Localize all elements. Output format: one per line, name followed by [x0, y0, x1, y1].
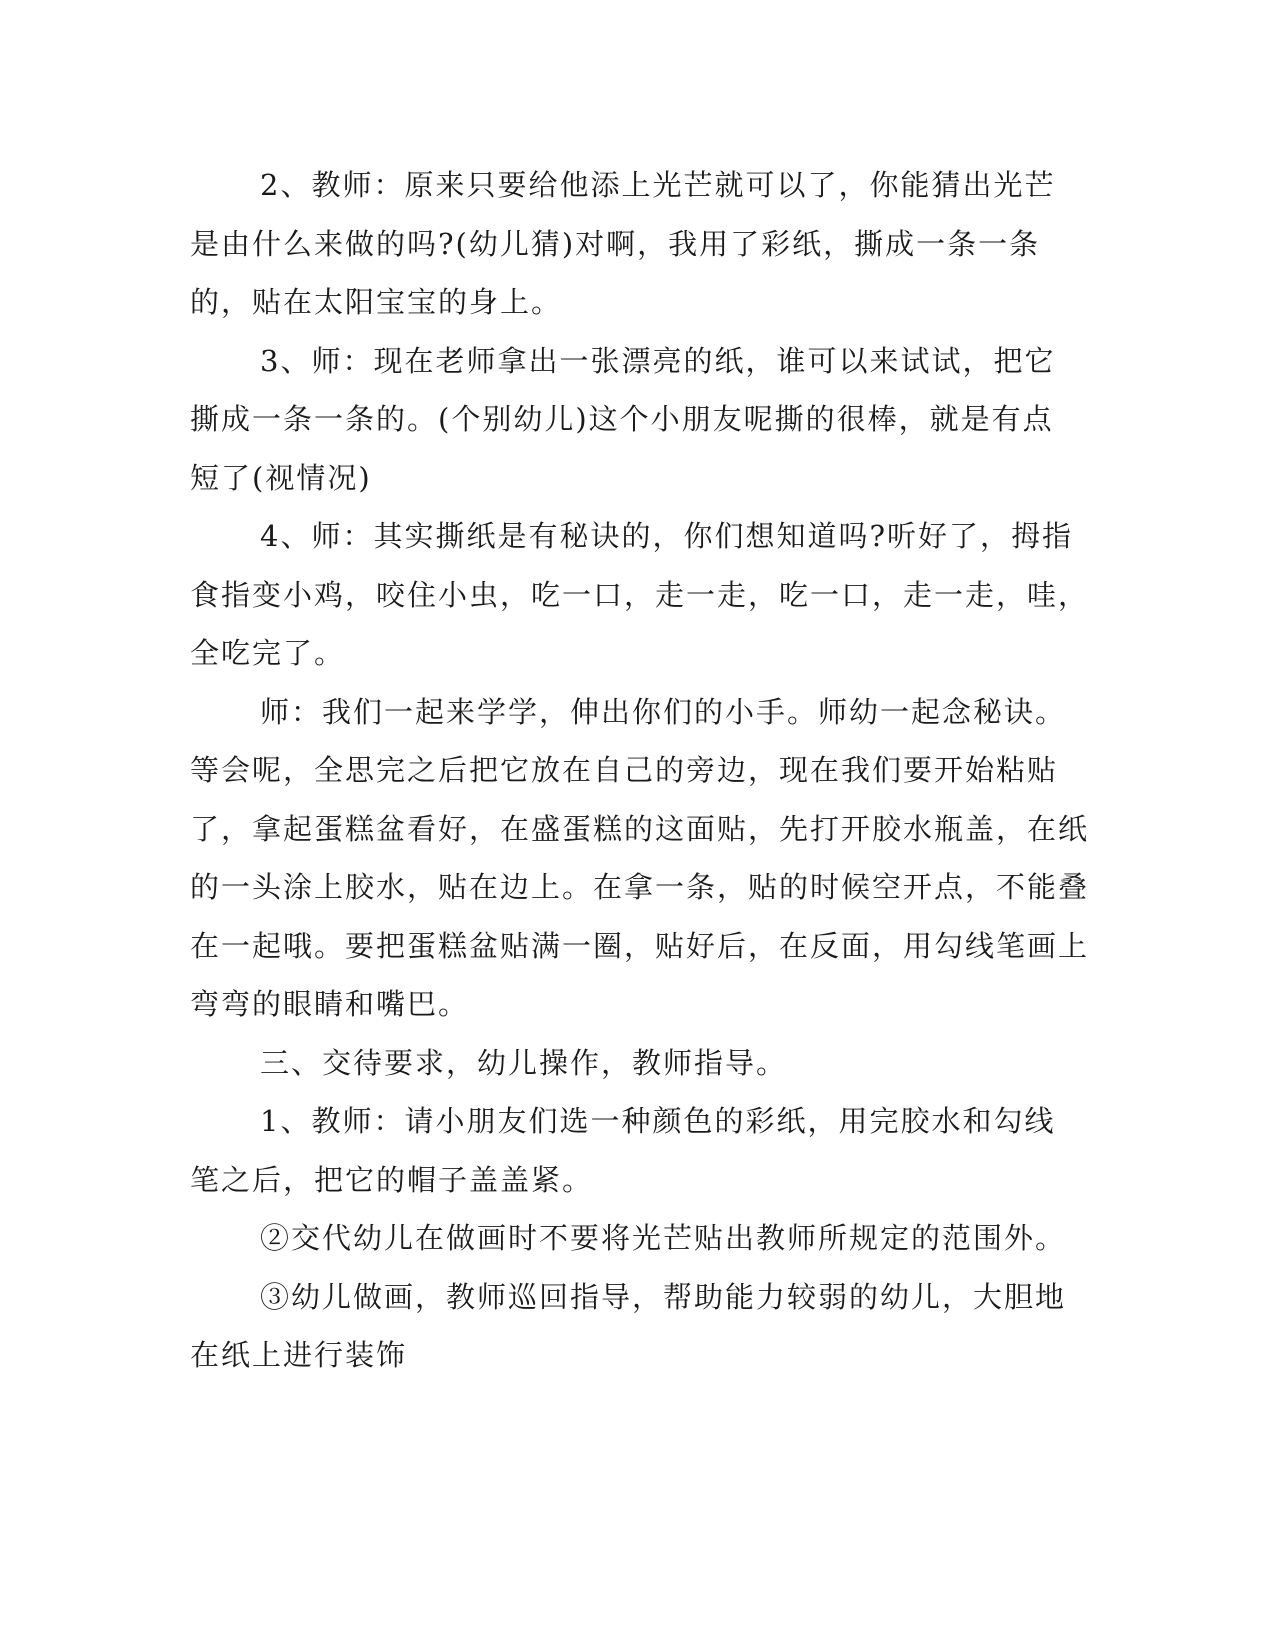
paragraph-requirement-3: ③幼儿做画，教师巡回指导，帮助能力较弱的幼儿，大胆地在纸上进行装饰	[190, 1279, 1067, 1372]
paragraph-step-2: 2、教师：原来只要给他添上光芒就可以了，你能猜出光芒是由什么来做的吗?(幼儿猜)对啊，我用了彩纸，撕成一条一条的，贴在太阳宝宝的身上。	[190, 168, 1056, 319]
document-body	[190, 156, 1090, 1385]
paragraph-requirement-1: 1、教师：请小朋友们选一种颜色的彩纸，用完胶水和勾线笔之后，把它的帽子盖盖紧。	[190, 1104, 1056, 1197]
paragraph-requirement-2: ②交代幼儿在做画时不要将光芒贴出教师所规定的范围外。	[260, 1221, 1067, 1255]
paragraph-step-4: 4、师：其实撕纸是有秘诀的，你们想知道吗?听好了，拇指食指变小鸡，咬住小虫，吃一口，走一走，吃一口，走一走，哇，全吃完了。	[190, 519, 1090, 670]
paragraph-teacher-instructions: 师：我们一起来学学，伸出你们的小手。师幼一起念秘诀。等会呢，全思完之后把它放在自己的旁边，现在我们要开始粘贴了，拿起蛋糕盆看好，在盛蛋糕的这面贴，先打开胶水瓶盖，在纸的一头涂上胶水，贴在边上。在拿一条，贴的时候空开点，不能叠在一起哦。要把蛋糕盆贴满一圈，贴好后，在反面，用勾线笔画上弯弯的眼睛和嘴巴。	[190, 694, 1090, 1021]
section-heading-three: 三、交待要求，幼儿操作，教师指导。	[260, 1045, 788, 1080]
paragraph-step-3: 3、师：现在老师拿出一张漂亮的纸，谁可以来试试，把它撕成一条一条的。(个别幼儿)这个小朋友呢撕的很棒，就是有点短了(视情况)	[190, 343, 1056, 495]
